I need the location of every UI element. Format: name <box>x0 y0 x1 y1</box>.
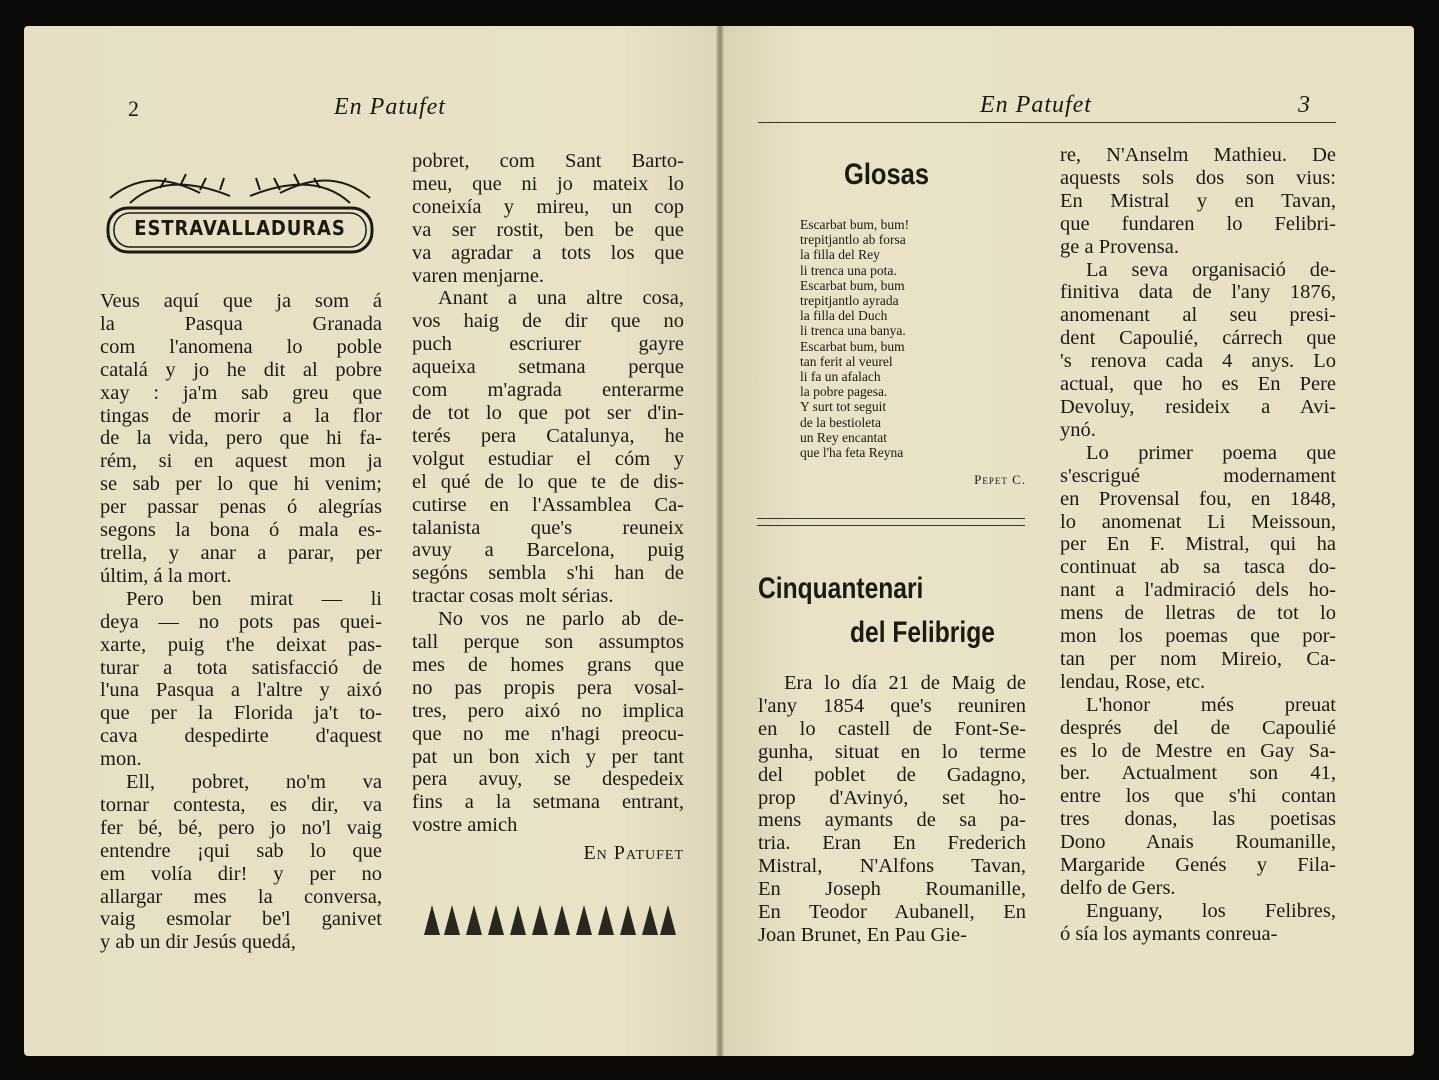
text-line: aqueixa setmana perque <box>412 356 684 379</box>
poem-line: li trenca una banya. <box>800 323 906 339</box>
paragraph <box>1060 900 1336 946</box>
text-line: mens de lletras de tot lo <box>1060 602 1336 625</box>
ornament-figures-icon <box>420 895 682 941</box>
text-line: després del de Capoulié <box>1060 716 1336 739</box>
text-line: pera avuy, se despedeix <box>412 768 684 791</box>
poem-line: trepitjantlo ayrada <box>800 293 899 309</box>
paragraph <box>412 608 684 837</box>
text-line: Devoluy, resideix a Avi- <box>1060 395 1336 418</box>
text-line: l'any 1854 que's reuniren <box>758 694 1026 717</box>
paragraph <box>412 150 684 287</box>
ornament-title: ESTRAVALLADURAS <box>134 216 346 240</box>
text-line: trella, y anar a parar, per <box>100 541 382 564</box>
divider-bottom <box>757 525 1025 526</box>
text-line: segons la bona ó mala es- <box>100 519 382 542</box>
poem-line: de la bestioleta <box>800 414 881 430</box>
text-line: En Mistral y en Tavan, <box>1060 189 1336 212</box>
text-line: terés pera Catalunya, he <box>412 424 684 447</box>
poem-line: la filla del Rey <box>800 247 880 263</box>
text-line: entre los que s'hi contan <box>1060 785 1336 808</box>
text-line: tingas de morir a la flor <box>100 404 382 427</box>
text-line: de tot lo que pot ser d'in- <box>412 401 684 424</box>
text-line: Ell, pobret, no'm va <box>126 771 382 794</box>
text-line: en Provensal fou, en 1848, <box>1060 487 1336 510</box>
text-line: aquests sols dos son vius: <box>1060 166 1336 189</box>
poem-line: trepitjantlo ab forsa <box>800 232 906 248</box>
text-line: En Teodor Aubanell, En <box>758 901 1026 924</box>
text-line: avuy a Barcelona, puig <box>412 539 684 562</box>
poem-line: Escarbat bum, bum! <box>800 217 910 232</box>
text-line: allargar mes la conversa, <box>100 885 382 908</box>
ornamental-heading <box>100 168 380 260</box>
article-title-line1: Cinquantenari <box>758 572 924 605</box>
poem-line: que l'ha feta Reyna <box>800 445 904 461</box>
paragraph <box>412 287 684 608</box>
text-line: com l'anomena lo poble <box>100 335 382 358</box>
text-line: de la vida, pero que hi fa- <box>100 427 382 450</box>
text-line: coneixía y mireu, un cop <box>412 195 684 218</box>
text-line: com m'agrada enterarme <box>412 379 684 402</box>
text-line: actual, que ho es En Pere <box>1060 373 1336 396</box>
text-line: es lo de Mestre en Gay Sa- <box>1060 739 1336 762</box>
text-line: que no me n'hagi preocu- <box>412 722 684 745</box>
text-line: en lo castell de Font-Se- <box>758 717 1026 740</box>
paragraph <box>100 771 382 954</box>
text-line: lendau, Rose, etc. <box>1060 670 1206 693</box>
text-line: meu, que ni jo mateix lo <box>412 172 684 195</box>
paragraph <box>1060 259 1336 442</box>
text-line: tres donas, las poetisas <box>1060 808 1336 831</box>
left-column-2 <box>412 150 684 837</box>
text-line: Mistral, N'Alfons Tavan, <box>758 855 1026 878</box>
text-line: vos haig de dir que no <box>412 310 684 333</box>
text-line: l'una Pasqua a l'altre y aixó <box>100 679 382 702</box>
left-signature: En Patufet <box>583 842 684 864</box>
text-line: Lo primer poema que <box>1086 441 1336 464</box>
text-line: Margaride Genés y Fila- <box>1060 854 1336 877</box>
text-line: xarte, puig t'he deixat pas- <box>100 633 382 656</box>
text-line: tractar cosas molt sérias. <box>412 585 614 608</box>
book-gutter <box>716 26 724 1056</box>
left-running-head: En Patufet <box>334 94 446 120</box>
text-line: em volía dir! y per no <box>100 862 382 885</box>
right-running-head: En Patufet <box>980 92 1092 118</box>
text-line: per En F. Mistral, qui ha <box>1060 533 1336 556</box>
text-line: mon. <box>100 748 142 771</box>
text-line: Joan Brunet, En Pau Gie- <box>758 923 967 946</box>
text-line: anomenant al seu presi- <box>1060 304 1336 327</box>
text-line: se sab per lo que hi venim; <box>100 473 382 496</box>
poem-line: li trenca una pota. <box>800 262 897 278</box>
glosas-title: Glosas <box>844 158 930 191</box>
text-line: vostre amich <box>412 814 518 837</box>
text-line: ynó. <box>1060 418 1096 441</box>
text-line: deya — no pots pas quei- <box>100 610 382 633</box>
poem-line: tan ferit al veurel <box>800 353 893 369</box>
paragraph <box>1060 442 1336 694</box>
text-line: últim, á la mort. <box>100 564 232 587</box>
text-line: prop d'Avinyó, set ho- <box>758 786 1026 809</box>
text-line: pat un bon xich y per tant <box>412 745 684 768</box>
text-line: volgut estudiar el cóm y <box>412 447 684 470</box>
text-line: va agradar a tots los que <box>412 241 684 264</box>
divider-top <box>757 518 1025 519</box>
text-line: ó sía los aymants conreua- <box>1060 922 1278 945</box>
text-line: per passar penas ó alegrías <box>100 496 382 519</box>
text-line: no pas propis pera vosal- <box>412 676 684 699</box>
text-line: Pero ben mirat — li <box>126 587 382 610</box>
right-column-2 <box>1060 144 1336 946</box>
text-line: cutirse en l'Assamblea Ca- <box>412 493 684 516</box>
text-line: varen menjarne. <box>412 264 545 287</box>
text-line: Dono Anais Roumanille, <box>1060 831 1336 854</box>
text-line: ber. Actualment son 41, <box>1060 762 1336 785</box>
poem-line: li fa un afalach <box>800 369 881 385</box>
text-line: continuat ab sa tasca do- <box>1060 556 1336 579</box>
text-line: mes de homes grans que <box>412 653 684 676</box>
text-line: va ser rostit, ben be que <box>412 218 684 241</box>
text-line: que fundaren lo Felibri- <box>1060 212 1336 235</box>
text-line: fer bé, bé, pero jo no'l vaig <box>100 816 382 839</box>
text-line: 's renova cada 4 anys. Lo <box>1060 350 1336 373</box>
poem-line: un Rey encantat <box>800 429 887 445</box>
article-title-line2: del Felibrige <box>850 616 995 649</box>
right-column-1 <box>758 672 1026 947</box>
text-line: lo anomenat Li Meissoun, <box>1060 510 1336 533</box>
text-line: rém, si en aquest mon ja <box>100 450 382 473</box>
text-line: talanista que's reuneix <box>412 516 684 539</box>
text-line: finitiva data de l'any 1876, <box>1060 281 1336 304</box>
paragraph <box>758 672 1026 947</box>
text-line: el qué de lo que te de dis- <box>412 470 684 493</box>
text-line: Enguany, los Felibres, <box>1086 899 1336 922</box>
text-line: segóns sembla s'hi han de <box>412 562 684 585</box>
text-line: tall perque son assumptos <box>412 631 684 654</box>
text-line: Anant a una altre cosa, <box>438 287 684 310</box>
text-line: y ab un dir Jesús quedá, <box>100 931 296 954</box>
left-page-number: 2 <box>128 96 139 121</box>
text-line: Veus aquí que ja som á <box>100 290 382 312</box>
text-line: En Joseph Roumanille, <box>758 878 1026 901</box>
text-line: delfo de Gers. <box>1060 877 1176 899</box>
glosas-poem <box>800 217 970 460</box>
text-line: catalá y jo he dit al pobre <box>100 358 382 381</box>
paragraph <box>100 290 382 588</box>
text-line: Era lo día 21 de Maig de <box>784 672 1026 694</box>
right-page-number: 3 <box>1298 92 1310 118</box>
header-rule <box>758 122 1336 123</box>
text-line: tan per nom Mireio, Ca- <box>1060 647 1336 670</box>
paragraph <box>100 588 382 771</box>
text-line: la Pasqua Granada <box>100 312 382 335</box>
text-line: re, N'Anselm Mathieu. De <box>1060 144 1336 166</box>
text-line: dent Capoulié, cárrech que <box>1060 327 1336 350</box>
text-line: puch escriurer gayre <box>412 333 684 356</box>
text-line: s'escrigué modernament <box>1060 464 1336 487</box>
poem-line: Y surt tot seguit <box>800 399 887 415</box>
text-line: tria. Eran En Frederich <box>758 832 1026 855</box>
text-line: vaig esmolar be'l ganivet <box>100 908 382 931</box>
ornament-leaves-icon <box>100 168 380 260</box>
poem-line: Escarbat bum, bum <box>800 277 905 293</box>
text-line: La seva organisació de- <box>1086 258 1336 281</box>
text-line: xay : ja'm sab greu que <box>100 381 382 404</box>
text-line: fins a la setmana entrant, <box>412 791 684 814</box>
text-line: turar a tota satisfacció de <box>100 656 382 679</box>
text-line: que per la Florida ja't to- <box>100 702 382 725</box>
text-line: L'honor més preuat <box>1086 693 1336 716</box>
text-line: ge a Provensa. <box>1060 235 1179 258</box>
text-line: gunha, situat en lo terme <box>758 740 1026 763</box>
text-line: del poblet de Gadagno, <box>758 763 1026 786</box>
text-line: tres, pero aixó no implica <box>412 699 684 722</box>
poem-line: la pobre pagesa. <box>800 384 888 400</box>
text-line: No vos ne parlo ab de- <box>438 608 684 631</box>
text-line: tornar contesta, es dir, va <box>100 793 382 816</box>
text-line: cava despedirte d'aquest <box>100 725 382 748</box>
paragraph <box>1060 694 1336 900</box>
left-column-1 <box>100 290 382 954</box>
glosas-signature: Pepet C. <box>974 472 1026 487</box>
text-line: pobret, com Sant Barto- <box>412 150 684 172</box>
poem-line: Escarbat bum, bum <box>800 338 905 354</box>
text-line: mens aymants de sa pa- <box>758 809 1026 832</box>
poem-line: la filla del Duch <box>800 308 888 324</box>
text-line: nant a l'admiració dels ho- <box>1060 579 1336 602</box>
text-line: entendre ¡qui sab lo que <box>100 839 382 862</box>
text-line: mon los poemas que por- <box>1060 625 1336 648</box>
paragraph <box>1060 144 1336 259</box>
